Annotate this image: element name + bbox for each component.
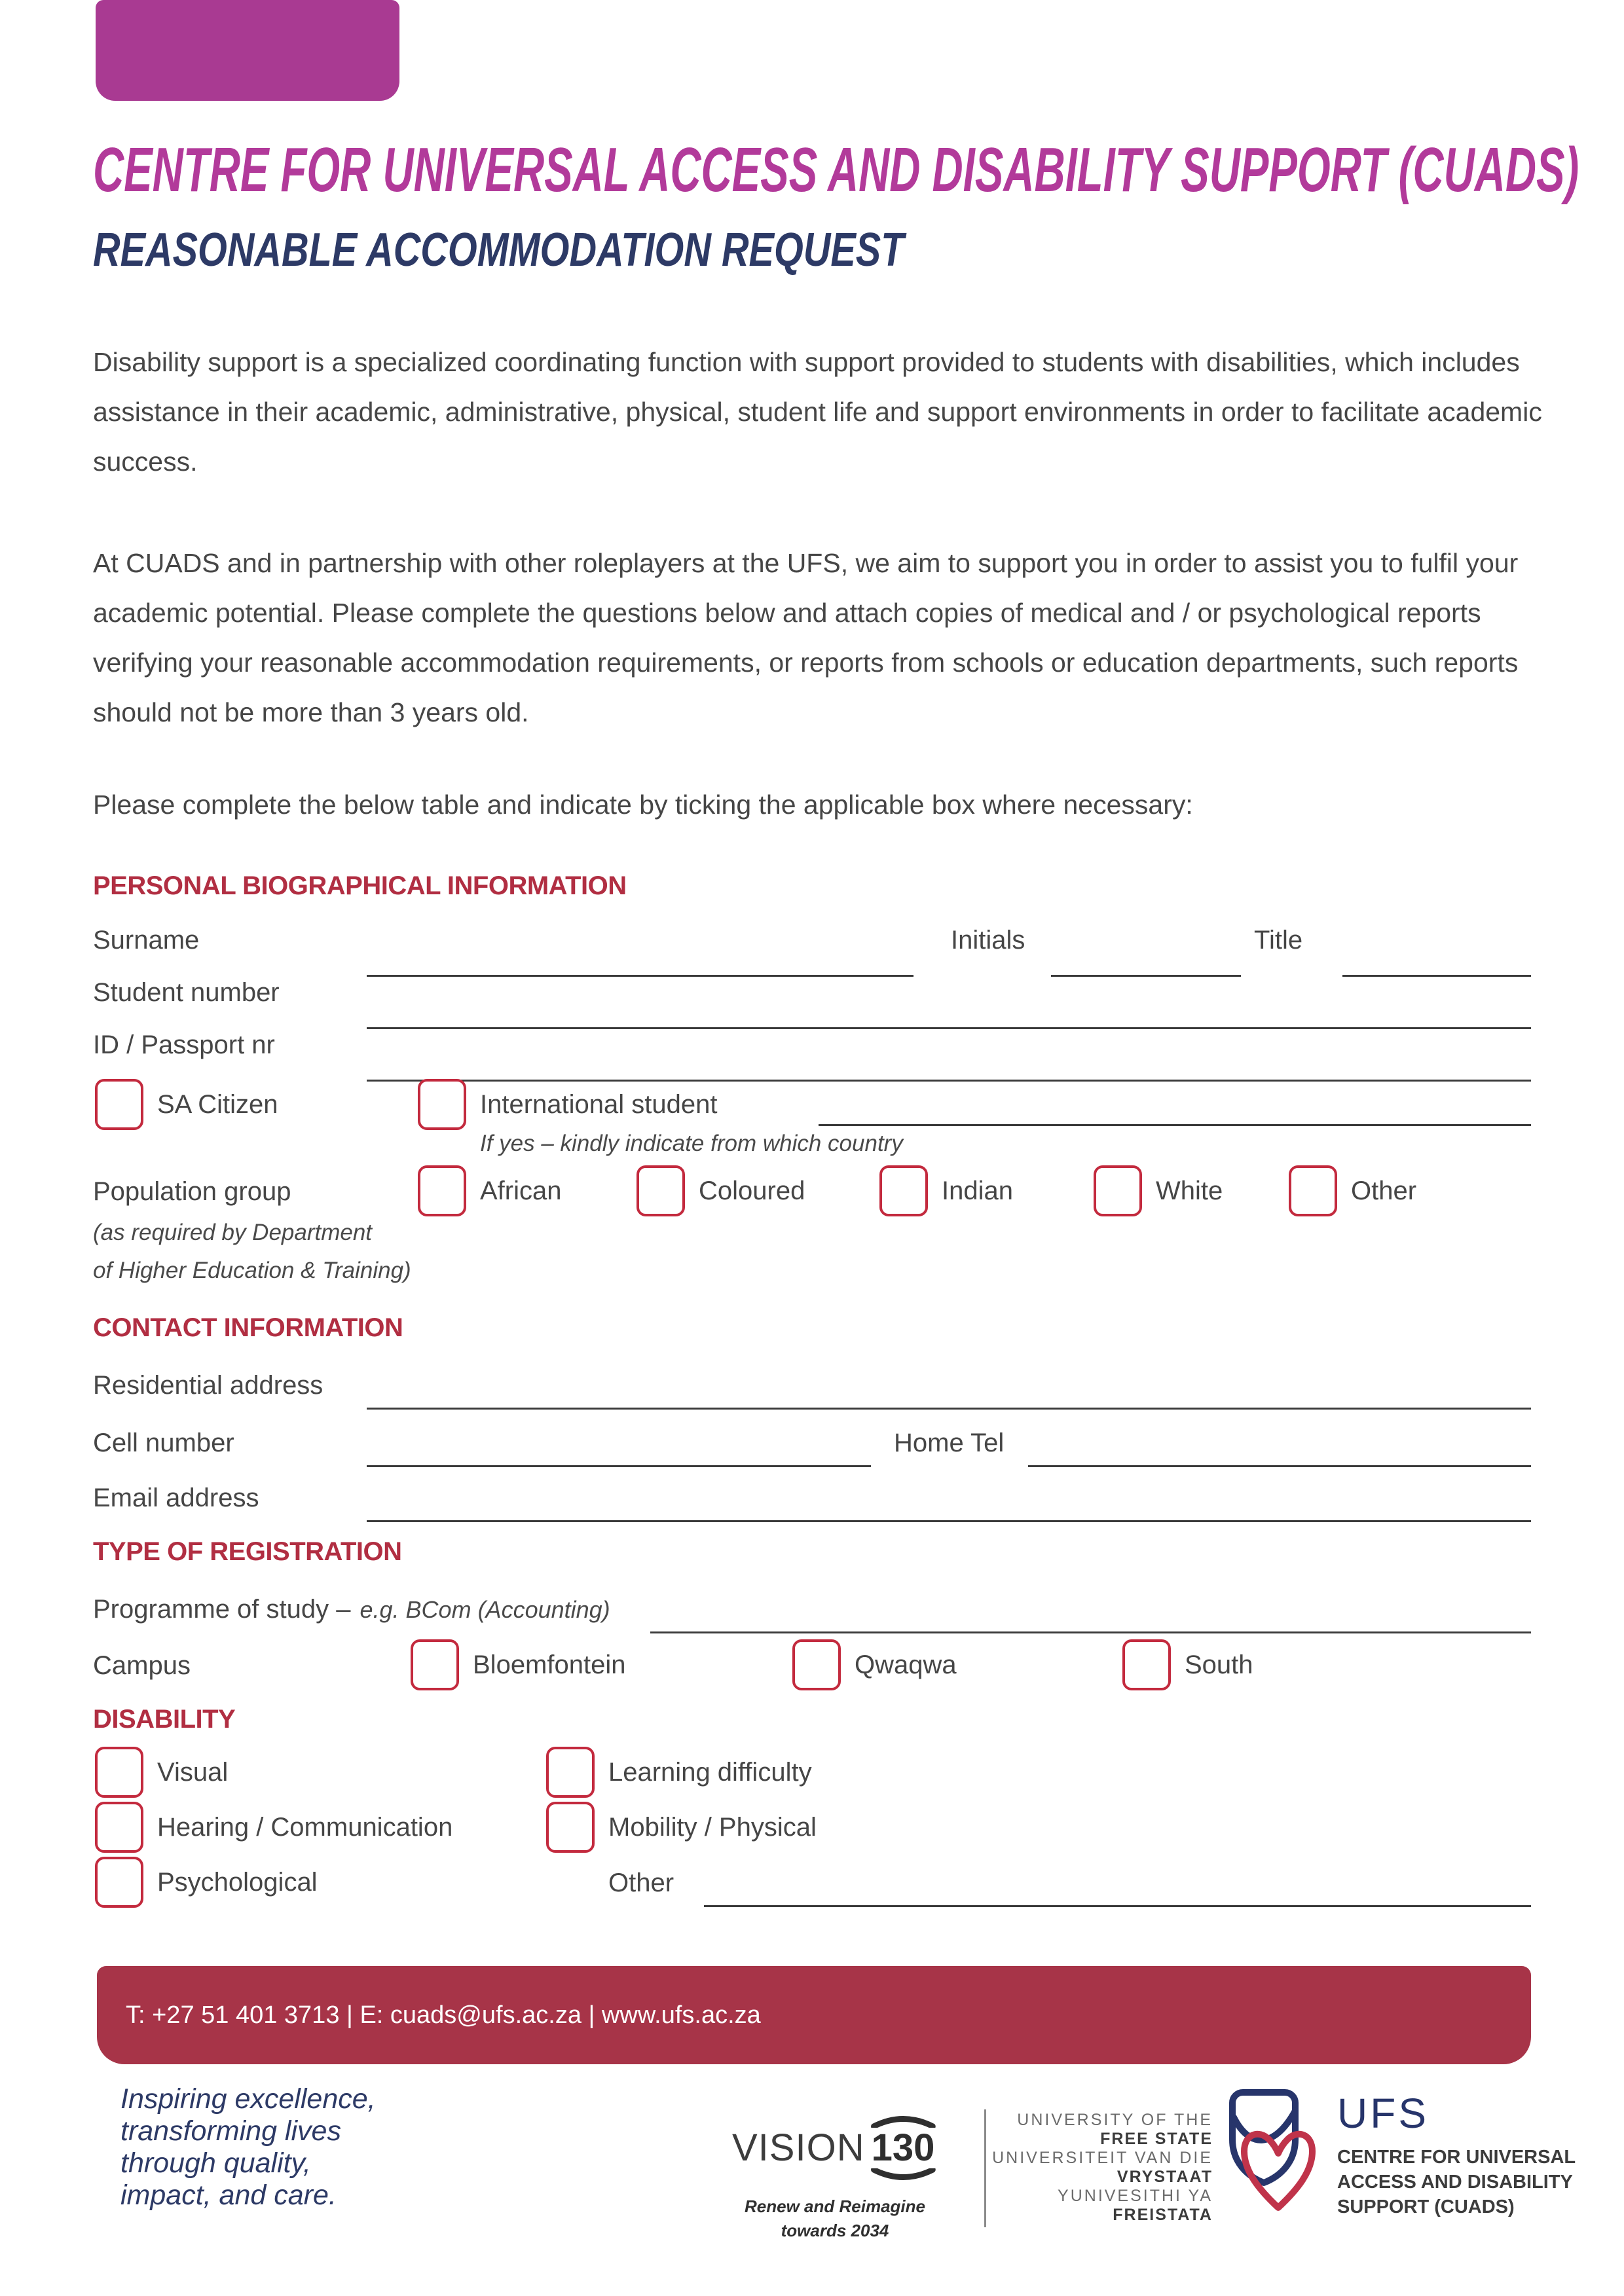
motto-line: Inspiring excellence, [120, 2083, 376, 2115]
disability-psychological-checkbox[interactable] [95, 1857, 143, 1908]
population-white-option [1094, 1165, 1223, 1216]
campus-qwaqwa-checkbox[interactable] [792, 1639, 841, 1690]
disability-mobility-checkbox[interactable] [546, 1802, 595, 1853]
disability-psychological-label: Psychological [157, 1867, 318, 1897]
residential-address-label: Residential address [93, 1371, 323, 1400]
campus-south-checkbox[interactable] [1122, 1639, 1171, 1690]
population-coloured-checkbox[interactable] [637, 1165, 685, 1216]
population-note-line-2: of Higher Education & Training) [93, 1258, 411, 1283]
population-indian-label: Indian [942, 1176, 1013, 1205]
population-african-checkbox[interactable] [418, 1165, 466, 1216]
programme-of-study-label [93, 1594, 610, 1626]
population-coloured-label: Coloured [699, 1176, 805, 1205]
university-name-line: YUNIVESITHI YA [1058, 2187, 1213, 2205]
disability-learning-label: Learning difficulty [608, 1757, 812, 1787]
intro-paragraph-2: At CUADS and in partnership with other roleplayers at the UFS, we aim to support you in order to assist you to fulfil your academic potential. Please complete the questions below and attach copies of medical and / or psychological reports verifying your reasonable accommodation requirements, or reports from schools or education departments, such reports should not be more than 3 years old. [93, 548, 1519, 727]
email-address-input-line[interactable] [367, 1520, 1531, 1522]
vision-130-number: 130 [869, 2129, 938, 2167]
population-indian-checkbox[interactable] [879, 1165, 928, 1216]
population-other-option [1289, 1165, 1416, 1216]
disability-mobility-label: Mobility / Physical [608, 1812, 817, 1842]
brand-corner-tab [96, 0, 399, 101]
section-heading-contact: CONTACT INFORMATION [93, 1313, 403, 1342]
disability-hearing-option [95, 1802, 452, 1853]
section-heading-disability: DISABILITY [93, 1705, 236, 1734]
motto-line: impact, and care. [120, 2179, 337, 2211]
university-motto [120, 2083, 376, 2212]
population-note-line-1: (as required by Department [93, 1220, 373, 1245]
university-name-line: VRYSTAAT [1116, 2168, 1213, 2186]
cuads-logo-text-line: SUPPORT (CUADS) [1337, 2196, 1515, 2217]
disability-visual-option [95, 1747, 228, 1798]
vision-tagline [727, 2195, 943, 2243]
international-student-label: International student [480, 1089, 718, 1119]
cuads-logo-text-line: ACCESS AND DISABILITY [1337, 2172, 1573, 2193]
disability-visual-checkbox[interactable] [95, 1747, 143, 1798]
university-name-line: UNIVERSITEIT VAN DIE [992, 2149, 1213, 2167]
email-address-label: Email address [93, 1484, 259, 1512]
country-input-line[interactable] [819, 1124, 1531, 1126]
disability-other-input-line[interactable] [704, 1905, 1531, 1907]
surname-label: Surname [93, 926, 200, 955]
programme-label-text: Programme of study – [93, 1595, 351, 1624]
university-name-block [982, 2111, 1213, 2225]
initials-input-line[interactable] [1051, 975, 1241, 977]
title-label: Title [1254, 926, 1303, 955]
footer-contact-bar [97, 1966, 1531, 2064]
population-white-label: White [1156, 1176, 1223, 1205]
cuads-logo-text-line: CENTRE FOR UNIVERSAL [1337, 2147, 1576, 2168]
population-white-checkbox[interactable] [1094, 1165, 1142, 1216]
disability-learning-option [546, 1747, 812, 1798]
university-name-line: FREISTATA [1113, 2206, 1213, 2224]
intro-paragraph-3: Please complete the below table and indicate by ticking the applicable box where necessary: [93, 790, 1193, 820]
cuads-logo-text [1337, 2145, 1576, 2219]
student-number-label: Student number [93, 978, 280, 1007]
population-african-option [418, 1165, 562, 1216]
campus-south-label: South [1185, 1650, 1253, 1679]
vision-tagline-line-2: towards 2034 [781, 2221, 889, 2240]
campus-bloemfontein-label: Bloemfontein [473, 1650, 626, 1679]
home-tel-input-line[interactable] [1028, 1465, 1531, 1467]
international-student-checkbox[interactable] [418, 1079, 466, 1130]
disability-hearing-label: Hearing / Communication [157, 1812, 453, 1842]
footer-contact-line: T: +27 51 401 3713 | E: cuads@ufs.ac.za | www.ufs.ac.za [126, 2001, 761, 2029]
disability-mobility-option [546, 1802, 817, 1853]
population-other-checkbox[interactable] [1289, 1165, 1337, 1216]
section-heading-registration: TYPE OF REGISTRATION [93, 1537, 402, 1566]
vision-130-logo [732, 2126, 937, 2169]
vision-arc-bottom-icon [869, 2168, 938, 2181]
campus-qwaqwa-option [792, 1639, 957, 1690]
title-input-line[interactable] [1342, 975, 1531, 977]
student-number-input-line[interactable] [367, 1027, 1531, 1029]
campus-south-option [1122, 1639, 1253, 1690]
residential-address-input-line[interactable] [367, 1408, 1531, 1410]
vision-wordmark: VISION [732, 2126, 865, 2169]
sa-citizen-option [95, 1079, 278, 1130]
id-passport-label: ID / Passport nr [93, 1030, 275, 1059]
disability-psychological-option [95, 1857, 318, 1908]
campus-qwaqwa-label: Qwaqwa [855, 1650, 957, 1679]
population-coloured-option [637, 1165, 805, 1216]
vision-arc-top-icon [869, 2115, 938, 2128]
disability-hearing-checkbox[interactable] [95, 1802, 143, 1853]
ufs-shield-icon [1227, 2086, 1325, 2214]
motto-line: transforming lives [120, 2115, 341, 2147]
university-name-line: FREE STATE [1100, 2130, 1213, 2148]
initials-label: Initials [951, 926, 1025, 955]
disability-learning-checkbox[interactable] [546, 1747, 595, 1798]
page-subtitle: REASONABLE ACCOMMODATION REQUEST [93, 224, 904, 276]
surname-input-line[interactable] [367, 975, 913, 977]
cell-number-label: Cell number [93, 1429, 234, 1457]
section-heading-personal: PERSONAL BIOGRAPHICAL INFORMATION [93, 871, 627, 900]
population-other-label: Other [1351, 1176, 1417, 1205]
sa-citizen-checkbox[interactable] [95, 1079, 143, 1130]
campus-label: Campus [93, 1651, 191, 1680]
programme-example-hint: e.g. BCom (Accounting) [360, 1596, 610, 1623]
intro-paragraph-1: Disability support is a specialized coordinating function with support provided to students with disabilities, which includes assistance in their academic, administrative, physical, student life and support environments in order to facilitate academic success. [93, 347, 1542, 477]
population-group-label: Population group [93, 1177, 291, 1206]
country-note: If yes – kindly indicate from which country [480, 1131, 903, 1156]
sa-citizen-label: SA Citizen [157, 1089, 278, 1119]
cell-number-input-line[interactable] [367, 1465, 871, 1467]
university-name-line: UNIVERSITY OF THE [1017, 2111, 1213, 2129]
vision-tagline-line-1: Renew and Reimagine [745, 2196, 925, 2216]
ufs-wordmark: UFS [1337, 2090, 1429, 2137]
page-title: CENTRE FOR UNIVERSAL ACCESS AND DISABILITY SUPPORT (CUADS) [93, 135, 1579, 205]
disability-visual-label: Visual [157, 1757, 229, 1787]
campus-bloemfontein-checkbox[interactable] [411, 1639, 459, 1690]
disability-other-label: Other [608, 1868, 674, 1897]
programme-of-study-input-line[interactable] [650, 1631, 1531, 1633]
population-indian-option [879, 1165, 1013, 1216]
international-student-option [418, 1079, 717, 1130]
campus-bloemfontein-option [411, 1639, 625, 1690]
population-african-label: African [480, 1176, 562, 1205]
home-tel-label: Home Tel [894, 1429, 1005, 1457]
motto-line: through quality, [120, 2147, 311, 2179]
